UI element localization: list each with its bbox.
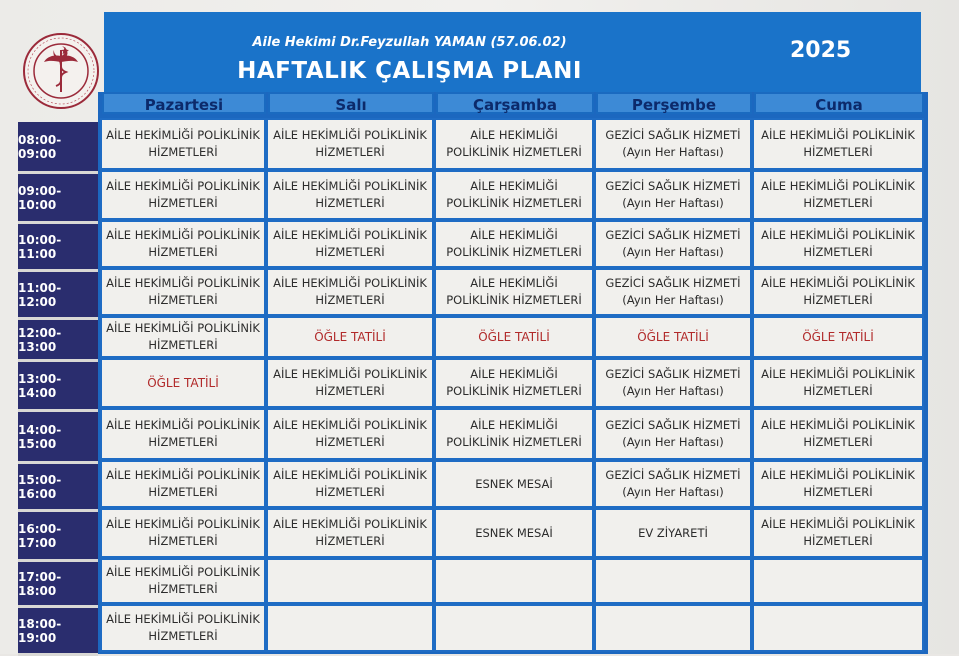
time-slot: 11:00-12:00 bbox=[18, 272, 98, 320]
doctor-subtitle: Aile Hekimi Dr.Feyzullah YAMAN (57.06.02) bbox=[252, 35, 567, 50]
time-slot: 14:00-15:00 bbox=[18, 412, 98, 464]
schedule-cell: AİLE HEKİMLİĞİ POLİKLİNİK HİZMETLERİ bbox=[266, 460, 434, 508]
schedule-cell: AİLE HEKİMLİĞİ POLİKLİNİK HİZMETLERİ bbox=[266, 508, 434, 558]
schedule-cell: AİLE HEKİMLİĞİ POLİKLİNİK HİZMETLERİ bbox=[266, 408, 434, 460]
schedule-cell: AİLE HEKİMLİĞİ POLİKLİNİK HİZMETLERİ bbox=[100, 170, 266, 220]
schedule-cell-empty bbox=[266, 558, 434, 604]
schedule-cell: ÖĞLE TATİLİ bbox=[594, 316, 752, 358]
schedule-cell: AİLE HEKİMLİĞİ POLİKLİNİK HİZMETLERİ bbox=[100, 316, 266, 358]
schedule-cell: GEZİCİ SAĞLIK HİZMETİ (Ayın Her Haftası) bbox=[594, 220, 752, 268]
schedule-cell: GEZİCİ SAĞLIK HİZMETİ (Ayın Her Haftası) bbox=[594, 408, 752, 460]
schedule-cell: AİLE HEKİMLİĞİ POLİKLİNİK HİZMETLERİ bbox=[266, 268, 434, 316]
schedule-cell: AİLE HEKİMLİĞİ POLİKLİNİK HİZMETLERİ bbox=[100, 268, 266, 316]
schedule-cell-empty bbox=[752, 558, 924, 604]
schedule-cell: AİLE HEKİMLİĞİ POLİKLİNİK HİZMETLERİ bbox=[266, 220, 434, 268]
schedule-cell-empty bbox=[434, 558, 594, 604]
schedule-cell: GEZİCİ SAĞLIK HİZMETİ (Ayın Her Haftası) bbox=[594, 460, 752, 508]
day-header-1: Salı bbox=[268, 92, 434, 114]
time-slot: 13:00-14:00 bbox=[18, 362, 98, 412]
schedule-cell: AİLE HEKİMLİĞİ POLİKLİNİK HİZMETLERİ bbox=[100, 508, 266, 558]
schedule-cell: AİLE HEKİMLİĞİ POLİKLİNİK HİZMETLERİ bbox=[752, 268, 924, 316]
schedule-cell: AİLE HEKİMLİĞİ POLİKLİNİK HİZMETLERİ bbox=[752, 408, 924, 460]
schedule-cell: AİLE HEKİMLİĞİ POLİKLİNİK HİZMETLERİ bbox=[752, 170, 924, 220]
time-slot: 08:00-09:00 bbox=[18, 122, 98, 174]
schedule-cell: ÖĞLE TATİLİ bbox=[100, 358, 266, 408]
schedule-cell-empty bbox=[752, 604, 924, 652]
schedule-cell: ÖĞLE TATİLİ bbox=[752, 316, 924, 358]
schedule-cell: AİLE HEKİMLİĞİ POLİKLİNİK HİZMETLERİ bbox=[434, 118, 594, 170]
year-label: 2025 bbox=[790, 38, 852, 63]
schedule-cell-empty bbox=[434, 604, 594, 652]
schedule-cell: AİLE HEKİMLİĞİ POLİKLİNİK HİZMETLERİ bbox=[752, 118, 924, 170]
schedule-cell: AİLE HEKİMLİĞİ POLİKLİNİK HİZMETLERİ bbox=[434, 170, 594, 220]
day-header-4: Cuma bbox=[754, 92, 924, 114]
schedule-cell: AİLE HEKİMLİĞİ POLİKLİNİK HİZMETLERİ bbox=[752, 460, 924, 508]
time-slot: 15:00-16:00 bbox=[18, 464, 98, 512]
page-title: HAFTALIK ÇALIŞMA PLANI bbox=[237, 58, 582, 84]
day-header-0: Pazartesi bbox=[102, 92, 266, 114]
schedule-cell: AİLE HEKİMLİĞİ POLİKLİNİK HİZMETLERİ bbox=[434, 408, 594, 460]
schedule-cell: AİLE HEKİMLİĞİ POLİKLİNİK HİZMETLERİ bbox=[752, 358, 924, 408]
schedule-cell-empty bbox=[594, 558, 752, 604]
schedule-cell: AİLE HEKİMLİĞİ POLİKLİNİK HİZMETLERİ bbox=[434, 358, 594, 408]
schedule-cell: AİLE HEKİMLİĞİ POLİKLİNİK HİZMETLERİ bbox=[100, 220, 266, 268]
schedule-cell: AİLE HEKİMLİĞİ POLİKLİNİK HİZMETLERİ bbox=[100, 460, 266, 508]
schedule-cell: AİLE HEKİMLİĞİ POLİKLİNİK HİZMETLERİ bbox=[266, 118, 434, 170]
time-slot: 17:00-18:00 bbox=[18, 562, 98, 608]
time-slot: 16:00-17:00 bbox=[18, 512, 98, 562]
schedule-cell: AİLE HEKİMLİĞİ POLİKLİNİK HİZMETLERİ bbox=[752, 508, 924, 558]
schedule-cell-empty bbox=[594, 604, 752, 652]
time-slot: 10:00-11:00 bbox=[18, 224, 98, 272]
day-header-3: Perşembe bbox=[596, 92, 752, 114]
schedule-cell: AİLE HEKİMLİĞİ POLİKLİNİK HİZMETLERİ bbox=[752, 220, 924, 268]
schedule-cell: AİLE HEKİMLİĞİ POLİKLİNİK HİZMETLERİ bbox=[434, 220, 594, 268]
schedule-cell: AİLE HEKİMLİĞİ POLİKLİNİK HİZMETLERİ bbox=[100, 558, 266, 604]
schedule-cell: AİLE HEKİMLİĞİ POLİKLİNİK HİZMETLERİ bbox=[100, 604, 266, 652]
schedule-cell: EV ZİYARETİ bbox=[594, 508, 752, 558]
time-slot: 09:00-10:00 bbox=[18, 174, 98, 224]
schedule-cell: ÖĞLE TATİLİ bbox=[434, 316, 594, 358]
schedule-cell: AİLE HEKİMLİĞİ POLİKLİNİK HİZMETLERİ bbox=[266, 170, 434, 220]
schedule-cell: AİLE HEKİMLİĞİ POLİKLİNİK HİZMETLERİ bbox=[266, 358, 434, 408]
schedule-cell-empty bbox=[266, 604, 434, 652]
time-slot: 18:00-19:00 bbox=[18, 608, 98, 656]
schedule-cell: GEZİCİ SAĞLIK HİZMETİ (Ayın Her Haftası) bbox=[594, 358, 752, 408]
schedule-cell: GEZİCİ SAĞLIK HİZMETİ (Ayın Her Haftası) bbox=[594, 268, 752, 316]
schedule-cell: ESNEK MESAİ bbox=[434, 460, 594, 508]
schedule-cell: ÖĞLE TATİLİ bbox=[266, 316, 434, 358]
schedule-cell: GEZİCİ SAĞLIK HİZMETİ (Ayın Her Haftası) bbox=[594, 118, 752, 170]
day-header-2: Çarşamba bbox=[436, 92, 594, 114]
schedule-cell: AİLE HEKİMLİĞİ POLİKLİNİK HİZMETLERİ bbox=[100, 408, 266, 460]
schedule-cell: AİLE HEKİMLİĞİ POLİKLİNİK HİZMETLERİ bbox=[434, 268, 594, 316]
schedule-cell: ESNEK MESAİ bbox=[434, 508, 594, 558]
schedule-cell: GEZİCİ SAĞLIK HİZMETİ (Ayın Her Haftası) bbox=[594, 170, 752, 220]
time-slot: 12:00-13:00 bbox=[18, 320, 98, 362]
schedule-cell: AİLE HEKİMLİĞİ POLİKLİNİK HİZMETLERİ bbox=[100, 118, 266, 170]
